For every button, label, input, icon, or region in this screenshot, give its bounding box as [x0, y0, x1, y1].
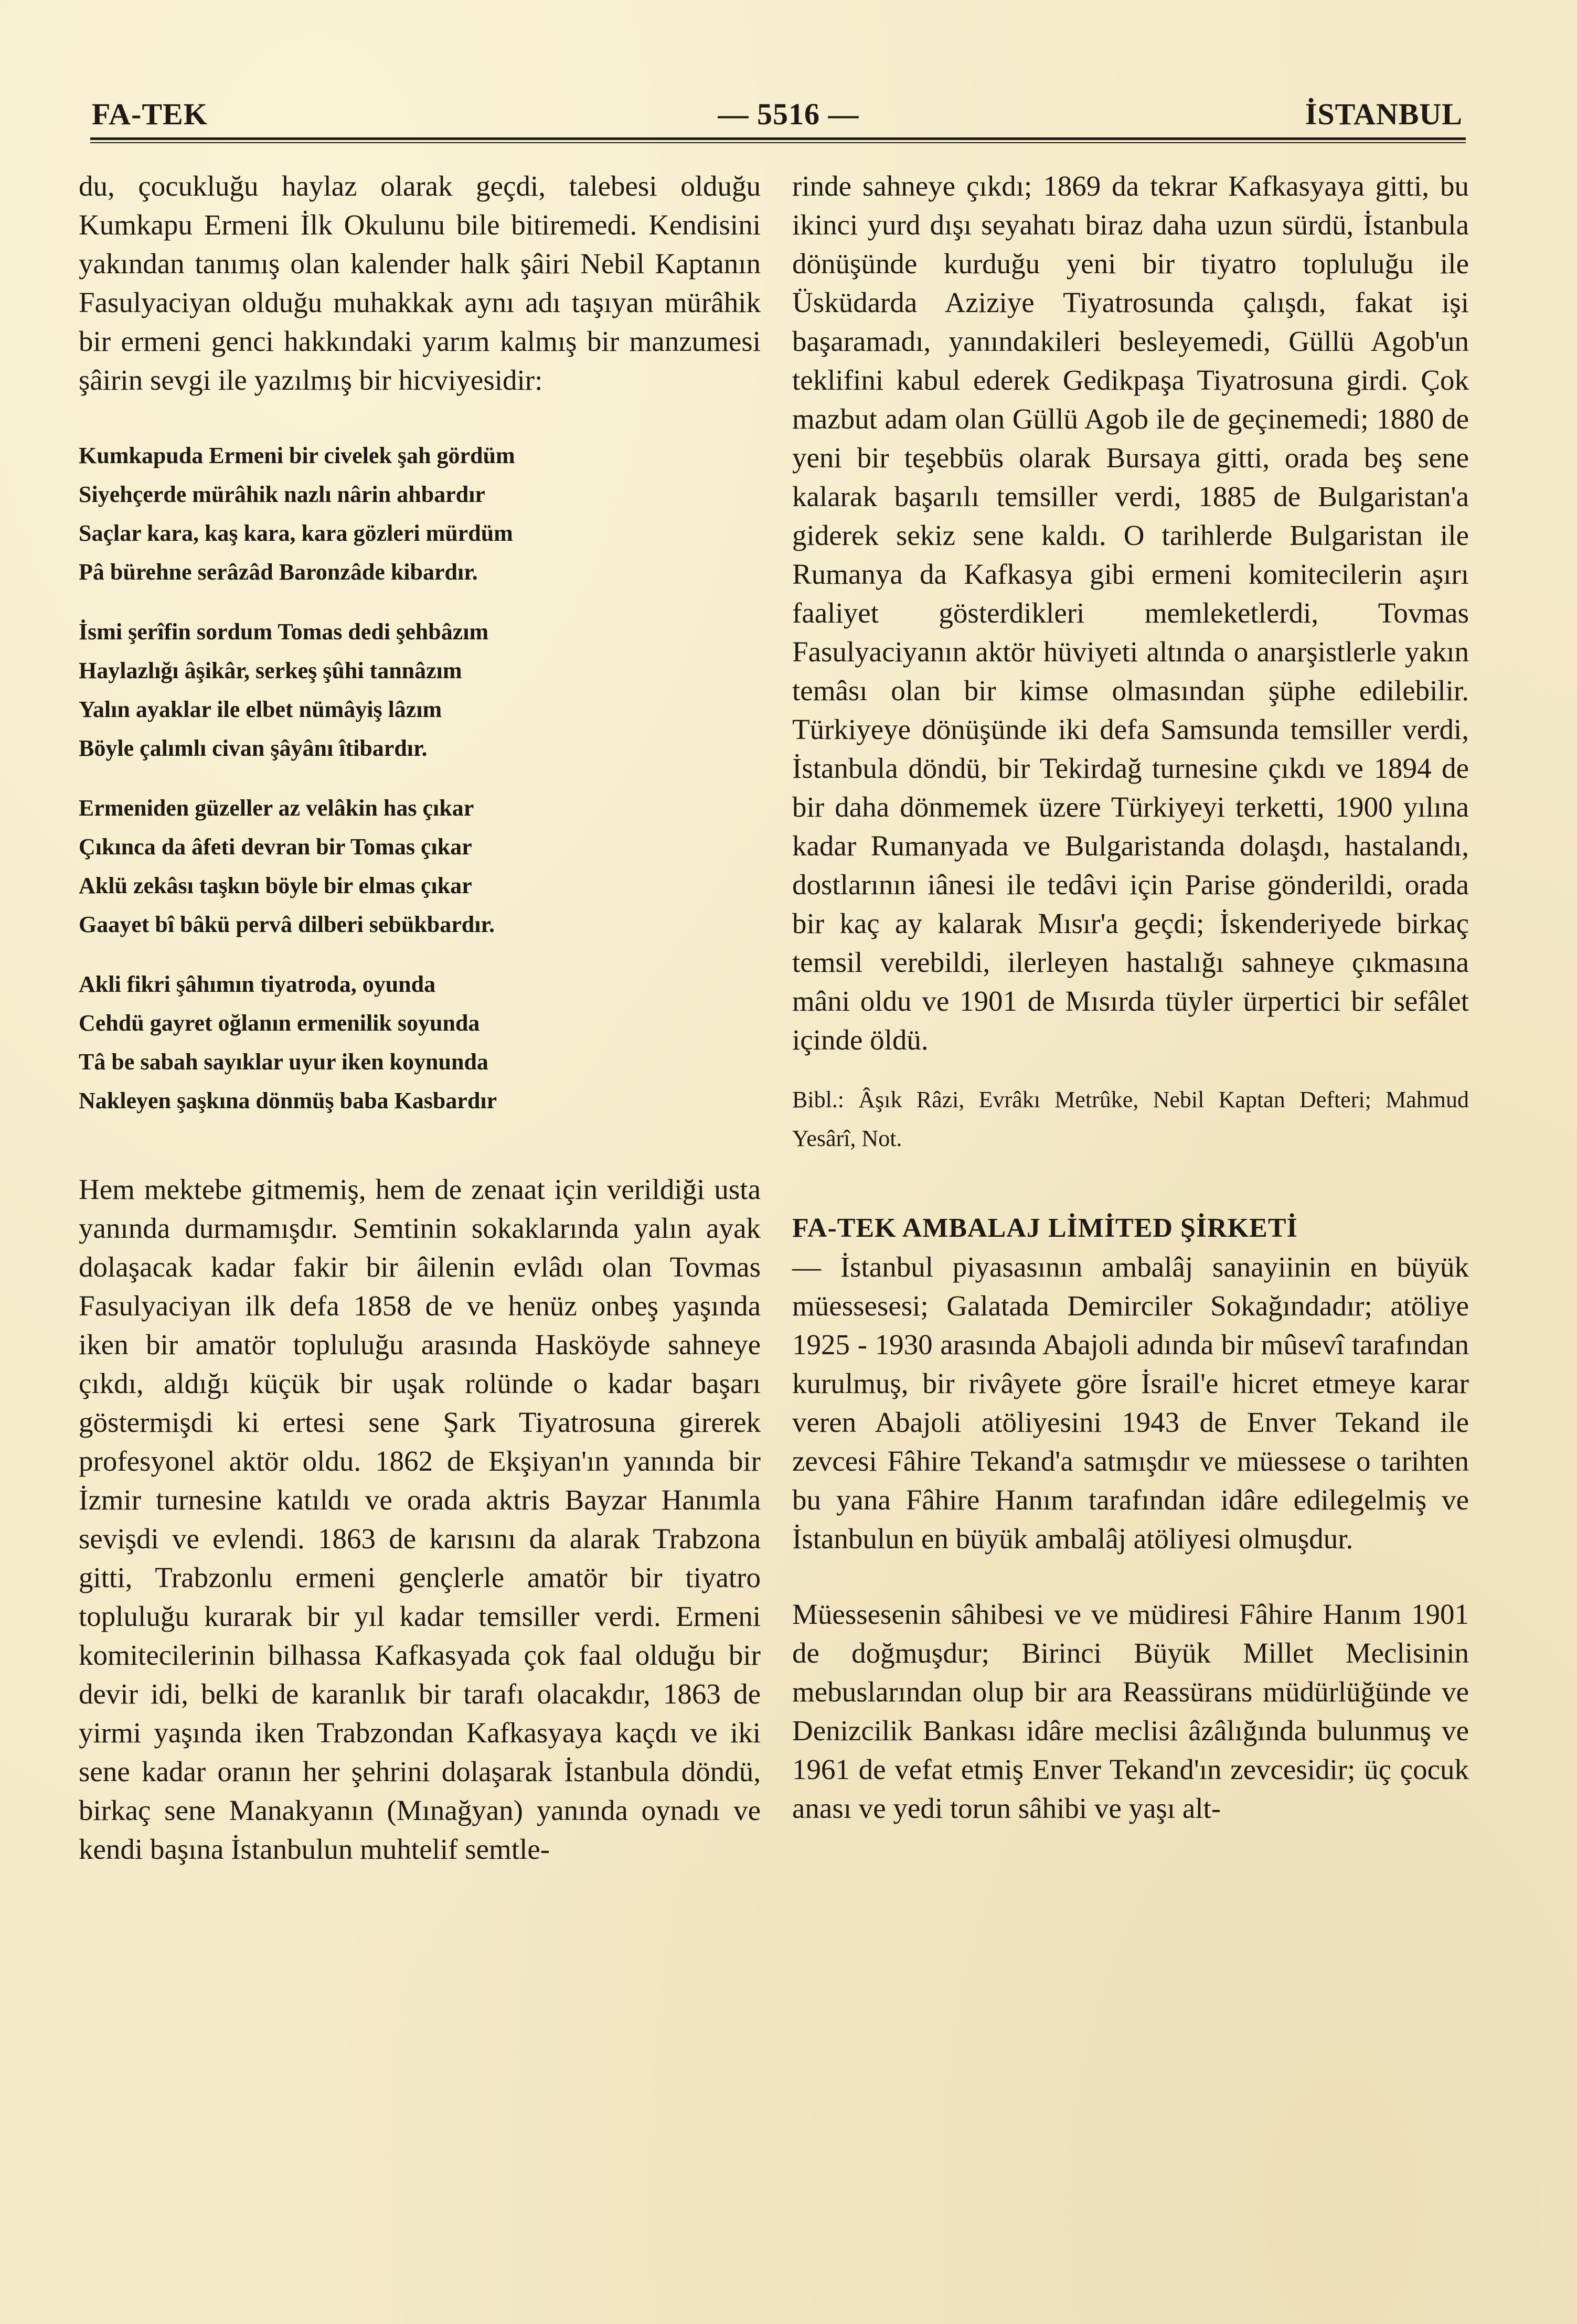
owner-paragraph: Müessesenin sâhibesi ve ve müdiresi Fâhire Hanım 1901 de doğmuşdur; Birinci Büyük Millet Meclisinin mebuslarından olup bir ara Reassürans müdürlüğünde ve Denizcilik Bankası idâre meclisi âzâlığında bulunmuş ve 1961 de vefat etmiş Enver Tekand'ın zevcesidir; üç çocuk anası ve yedi torun sâhibi ve yaşı alt-	[792, 1598, 1469, 1824]
entry-text: — İstanbul piyasasının ambalâj sanayiinin en büyük müessesesi; Galatada Demirciler Sokağındadır; atöliye 1925 - 1930 arasında Abajoli adında bir mûsevî tarafından kurulmuş, bir rivâyete göre İsrail'e hicret etmeye karar veren Abajoli atöliyesini 1943 de Enver Tekand ile zevcesi Fâhire Tekand'a satmışdır ve müessese o tarihten bu yana Fâhire Hanım tarafından idâre edilegelmiş ve İstanbulun en büyük ambalâj atöliyesi olmuşdur.	[792, 1251, 1469, 1555]
running-head-left: FA-TEK	[92, 97, 208, 131]
verse-line: Çıkınca da âfeti devran bir Tomas çıkar	[79, 834, 472, 860]
page-number: — 5516 —	[718, 97, 859, 131]
entry-paragraph	[792, 1208, 1469, 1558]
biography-paragraph: Hem mektebe gitmemiş, hem de zenaat için verildiği usta yanında durmamışdır. Semtinin sokaklarında yalın ayak dolaşacak kadar fakir bir âilenin evlâdı olan Tovmas Fasulyaciyan ilk defa 1858 de ve henüz onbeş yaşında iken bir amatör topluluğu arasında Hasköyde sahneye çıkdı, aldığı küçük bir uşak rolünde o kadar başarı göstermişdi ki ertesi sene Şark Tiyatrosuna girerek profesyonel aktör oldu. 1862 de Ekşiyan'ın yanında bir İzmir turnesine katıldı ve orada aktris Bayzar Hanımla sevişdi ve evlendi. 1863 de karısını da alarak Trabzona gitti, Trabzonlu ermeni gençlerle amatör bir tiyatro topluluğu kurarak bir yıl kadar temsiller verdi. Ermeni komitecilerinin bilhassa Kafkasyada çok faal olduğu bir devir idi, belki de karanlık bir tarafı olacakdır, 1863 de yirmi yaşında iken Trabzondan Kafkasyaya kaçdı ve iki sene kadar oranın her şehrini dolaşarak İstanbula döndü, birkaç sene Manakyanın (Mınağyan) yanında oynadı ve kendi başına İstanbulun muhtelif semtle-	[79, 1173, 761, 1865]
verse-line: Haylazlığı âşikâr, serkeş şûhi tannâzım	[79, 658, 462, 683]
verse-line: Tâ be sabah sayıklar uyur iken koynunda	[79, 1049, 488, 1075]
right-column	[792, 167, 1469, 1828]
verse-line: Cehdü gayret oğlanın ermenilik soyunda	[79, 1010, 480, 1036]
verse-line: Gaayet bî bâkü pervâ dilberi sebükbardır.	[79, 912, 495, 937]
verse-line: Böyle çalımlı civan şâyânı îtibardır.	[79, 735, 428, 761]
verse-line: Ermeniden güzeller az velâkin has çıkar	[79, 795, 474, 821]
verse-line: Pâ bürehne serâzâd Baronzâde kibardır.	[79, 559, 478, 585]
verse-line: Nakleyen şaşkına dönmüş baba Kasbardır	[79, 1088, 497, 1113]
verse-line: Saçlar kara, kaş kara, kara gözleri mürdüm	[79, 520, 513, 546]
intro-paragraph: du, çocukluğu haylaz olarak geçdi, talebesi olduğu Kumkapu Ermeni İlk Okulunu bile bitiremedi. Kendisini yakından tanımış olan kalender halk şâiri Nebil Kaptanın Fasulyaciyan olduğu muhakkak aynı adı taşıyan mürâhik bir ermeni genci hakkındaki yarım kalmış bir manzumesi şâirin sevgi ile yazılmış bir hicviyesidir:	[79, 170, 761, 396]
verse-line: İsmi şerîfin sordum Tomas dedi şehbâzım	[79, 619, 489, 645]
biography-continuation: rinde sahneye çıkdı; 1869 da tekrar Kafkasyaya gitti, bu ikinci yurd dışı seyahatı biraz daha uzun sürdü, İstanbula dönüşünde kurduğu yeni bir tiyatro topluluğu ile Üsküdarda Aziziye Tiyatrosunda çalışdı, fakat işi başaramadı, yanındakileri besleyemedi, Güllü Agob'un teklifini kabul ederek Gedikpaşa Tiyatrosuna girdi. Çok mazbut adam olan Güllü Agob ile de geçinemedi; 1880 de yeni bir teşebbüs olarak Bursaya gitti, orada beş sene kalarak başarılı temsiller verdi, 1885 de Bulgaristan'a giderek sekiz sene kaldı. O tarihlerde Bulgaristan ile Rumanya da Kafkasya gibi ermeni komitecilerin aşırı faaliyet gösterdikleri memleketlerdi, Tovmas Fasulyaciyanın aktör hüviyeti altında o anarşistlerle yakın temâsı olan bir kimse olmasından şüphe edilebilir. Türkiyeye dönüşünde iki defa Samsunda temsiller verdi, İstanbula döndü, bir Tekirdağ turnesine çıkdı ve 1894 de bir daha dönmemek üzere Türkiyeyi terketti, 1900 yılına kadar Rumanyada ve Bulgaristanda dolaşdı, hastalandı, dostlarının iânesi ile tedâvi için Parise gönderildi, orada bir kaç ay kalarak Mısır'a geçdi; İskenderiyede birkaç temsil verebildi, ilerleyen hastalığı sahneye çıkmasına mâni oldu ve 1901 de Mısırda tüyler ürpertici bir sefâlet içinde öldü.	[792, 170, 1469, 1056]
header-rule-thin	[90, 142, 1466, 143]
verse-line: Kumkapuda Ermeni bir civelek şah gördüm	[79, 443, 515, 468]
poem-stanza-4	[79, 965, 761, 1120]
verse-line: Akli fikri şâhımın tiyatroda, oyunda	[79, 971, 436, 997]
poem-stanza-3	[79, 789, 761, 944]
verse-line: Aklü zekâsı taşkın böyle bir elmas çıkar	[79, 873, 472, 898]
left-column	[79, 167, 761, 1869]
verse-line: Siyehçerde mürâhik nazlı nârin ahbardır	[79, 481, 485, 507]
running-head-right: İSTANBUL	[1305, 97, 1463, 131]
entry-title: FA-TEK AMBALAJ LİMİTED ŞİRKETİ	[792, 1213, 1298, 1243]
verse-line: Yalın ayaklar ile elbet nümâyiş lâzım	[79, 697, 442, 722]
header-rule	[90, 137, 1466, 140]
bibliography-note: Bibl.: Âşık Râzi, Evrâkı Metrûke, Nebil Kaptan Defteri; Mahmud Yesârî, Not.	[792, 1087, 1469, 1151]
poem-stanza-1	[79, 436, 761, 592]
poem-stanza-2	[79, 613, 761, 768]
